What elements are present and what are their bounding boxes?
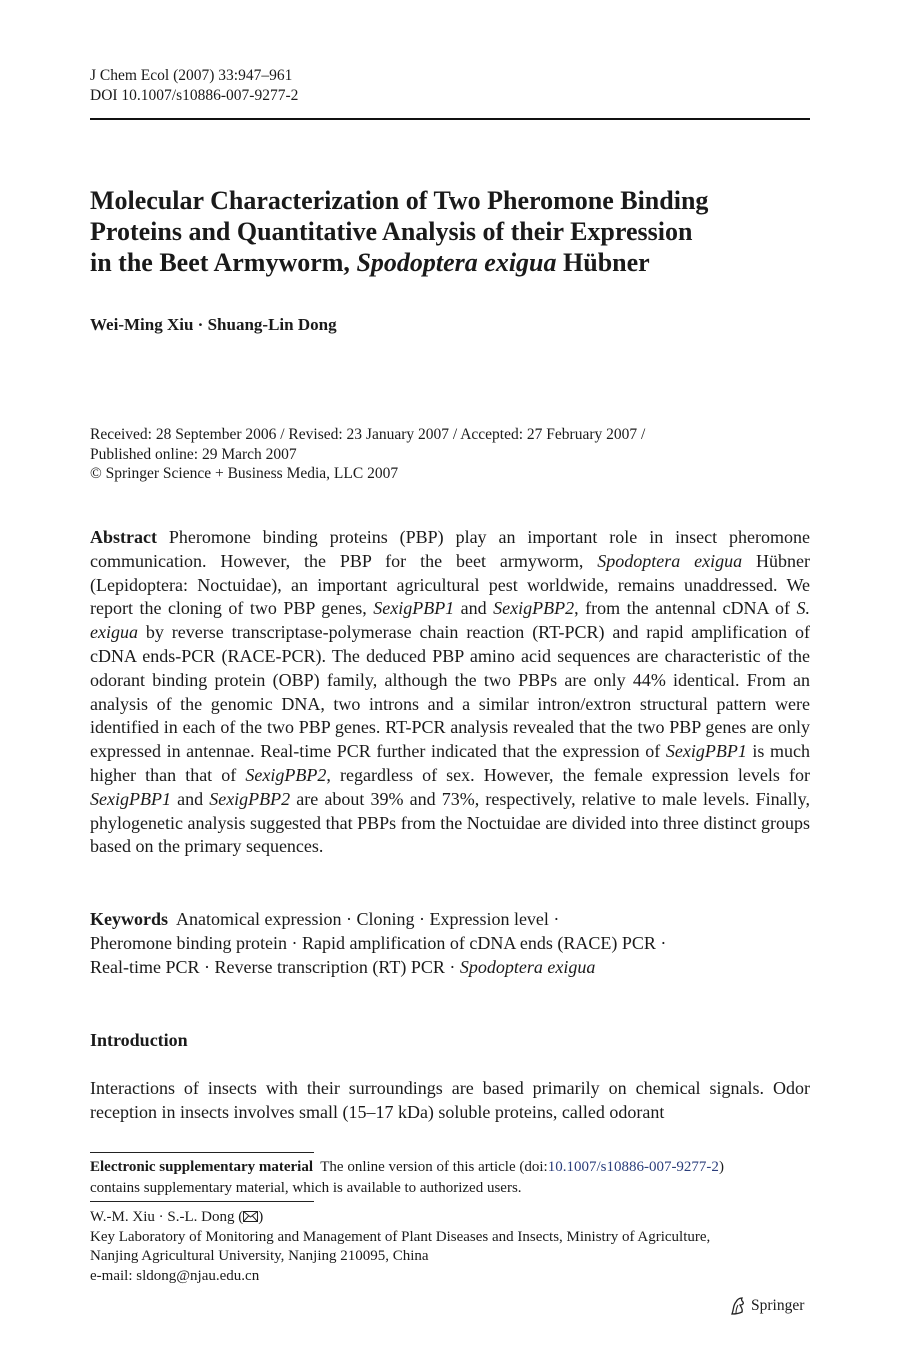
- abstract-text: , from the antennal cDNA of: [574, 598, 797, 619]
- article-title: [90, 185, 810, 278]
- affiliation-authors: ): [258, 1209, 264, 1225]
- abstract-label: Abstract: [90, 527, 157, 547]
- journal-header: [90, 66, 810, 106]
- author-separator: ·: [193, 315, 208, 334]
- envelope-icon: [243, 1211, 258, 1222]
- esm-label: Electronic supplementary material: [90, 1159, 314, 1175]
- journal-citation: J Chem Ecol (2007) 33:947–961: [90, 67, 293, 84]
- affiliation-authors: W.-M. Xiu · S.-L. Dong (: [90, 1209, 244, 1225]
- abstract-italic: Spodoptera exigua: [597, 550, 743, 571]
- dates-received: Received: 28 September 2006 / Revised: 23 January 2007 / Accepted: 27 February 2007 /: [90, 426, 646, 443]
- keywords-species: Spodoptera exigua: [459, 956, 596, 977]
- author-name: Wei-Ming Xiu: [90, 315, 194, 334]
- dates-published: Published online: 29 March 2007: [90, 445, 297, 463]
- publication-dates: [90, 425, 810, 484]
- publisher-name: Springer: [751, 1297, 805, 1314]
- footnote-rule: [90, 1152, 314, 1153]
- abstract-italic: SexigPBP1: [665, 741, 747, 762]
- affiliation-line: Key Laboratory of Monitoring and Management of Plant Diseases and Insects, Ministry of Agriculture,: [90, 1228, 711, 1245]
- footnote-rule: [90, 1201, 314, 1202]
- abstract-text: , regardless of sex. However, the female expression levels for: [326, 764, 810, 785]
- keywords: [90, 908, 810, 979]
- keywords-line: Pheromone binding protein · Rapid amplification of cDNA ends (RACE) PCR ·: [90, 932, 667, 953]
- publisher-logo: [729, 1296, 804, 1316]
- title-line-1: Molecular Characterization of Two Pheromone Binding: [90, 186, 709, 215]
- abstract-text: is much higher than that of: [90, 741, 811, 785]
- abstract-text: Pheromone binding proteins (PBP) play an important role in insect pheromone communication. However, the PBP for the beet armyworm,: [90, 527, 810, 571]
- springer-horse-icon: [729, 1296, 747, 1316]
- abstract-text: are about 39% and 73%, respectively, relative to male levels. Finally, phylogenetic analysis suggested that PBPs from the Noctuidae are divided into three distinct groups based on the primary sequences.: [90, 788, 810, 857]
- affiliation-email: e-mail: sldong@njau.edu.cn: [90, 1267, 260, 1284]
- esm-text: contains supplementary material, which is available to authorized users.: [90, 1180, 522, 1196]
- abstract-italic: SexigPBP2: [493, 598, 575, 619]
- supplementary-note: [90, 1157, 810, 1199]
- abstract-text: by reverse transcriptase-polymerase chain reaction (RT-PCR) and rapid amplification of cDNA ends-PCR (RACE-PCR). The deduced PBP amino acid sequences are characteristic of the odorant binding protein (OBP) family, although the two PBPs are only 44% identical. From an analysis of the genomic DNA, two introns and a similar intron/extron structural pattern were identified in each of the two PBP genes. RT-PCR analysis revealed that the two PBP genes are only expressed in antennae. Real-time PCR further indicated that the expression of: [90, 622, 810, 762]
- copyright-notice: © Springer Science + Business Media, LLC 2007: [90, 465, 399, 482]
- title-authority: Hübner: [556, 248, 650, 277]
- header-rule: [90, 118, 810, 120]
- keywords-label: Keywords: [90, 909, 168, 929]
- keywords-line: Real-time PCR · Reverse transcription (RT) PCR ·: [90, 956, 460, 977]
- abstract-italic: S. exigua: [90, 598, 810, 643]
- esm-text: ): [718, 1159, 724, 1175]
- author-name: Shuang-Lin Dong: [207, 315, 337, 334]
- introduction-text: Interactions of insects with their surroundings are based primarily on chemical signals. Odor reception in insects involves small (15–17 kDa) soluble proteins, called odorant: [90, 1078, 810, 1122]
- abstract-italic: SexigPBP1: [373, 598, 455, 619]
- journal-doi: DOI 10.1007/s10886-007-9277-2: [90, 87, 299, 104]
- title-line-3: in the Beet Armyworm,: [90, 248, 357, 277]
- esm-text: The online version of this article (doi:: [313, 1159, 548, 1175]
- abstract-italic: SexigPBP2: [209, 788, 291, 809]
- section-heading: Introduction: [90, 1030, 188, 1050]
- abstract-text: and: [170, 788, 210, 809]
- abstract-italic: SexigPBP1: [90, 788, 171, 809]
- author-affiliation: [90, 1208, 810, 1286]
- abstract-text: Hübner (Lepidoptera: Noctuidae), an important agricultural pest worldwide, remains unaddressed. We report the cloning of two PBP genes,: [90, 550, 811, 619]
- affiliation-line: Nanjing Agricultural University, Nanjing 210095, China: [90, 1248, 429, 1264]
- title-species: Spodoptera exigua: [356, 248, 557, 277]
- abstract-italic: SexigPBP2: [245, 764, 327, 785]
- author-list: [90, 315, 810, 335]
- abstract-text: and: [454, 598, 494, 619]
- abstract: [90, 526, 810, 859]
- doi-link[interactable]: 10.1007/s10886-007-9277-2: [547, 1159, 719, 1175]
- keywords-line: Anatomical expression · Cloning · Expression level ·: [168, 909, 560, 929]
- title-line-2: Proteins and Quantitative Analysis of their Expression: [90, 217, 693, 246]
